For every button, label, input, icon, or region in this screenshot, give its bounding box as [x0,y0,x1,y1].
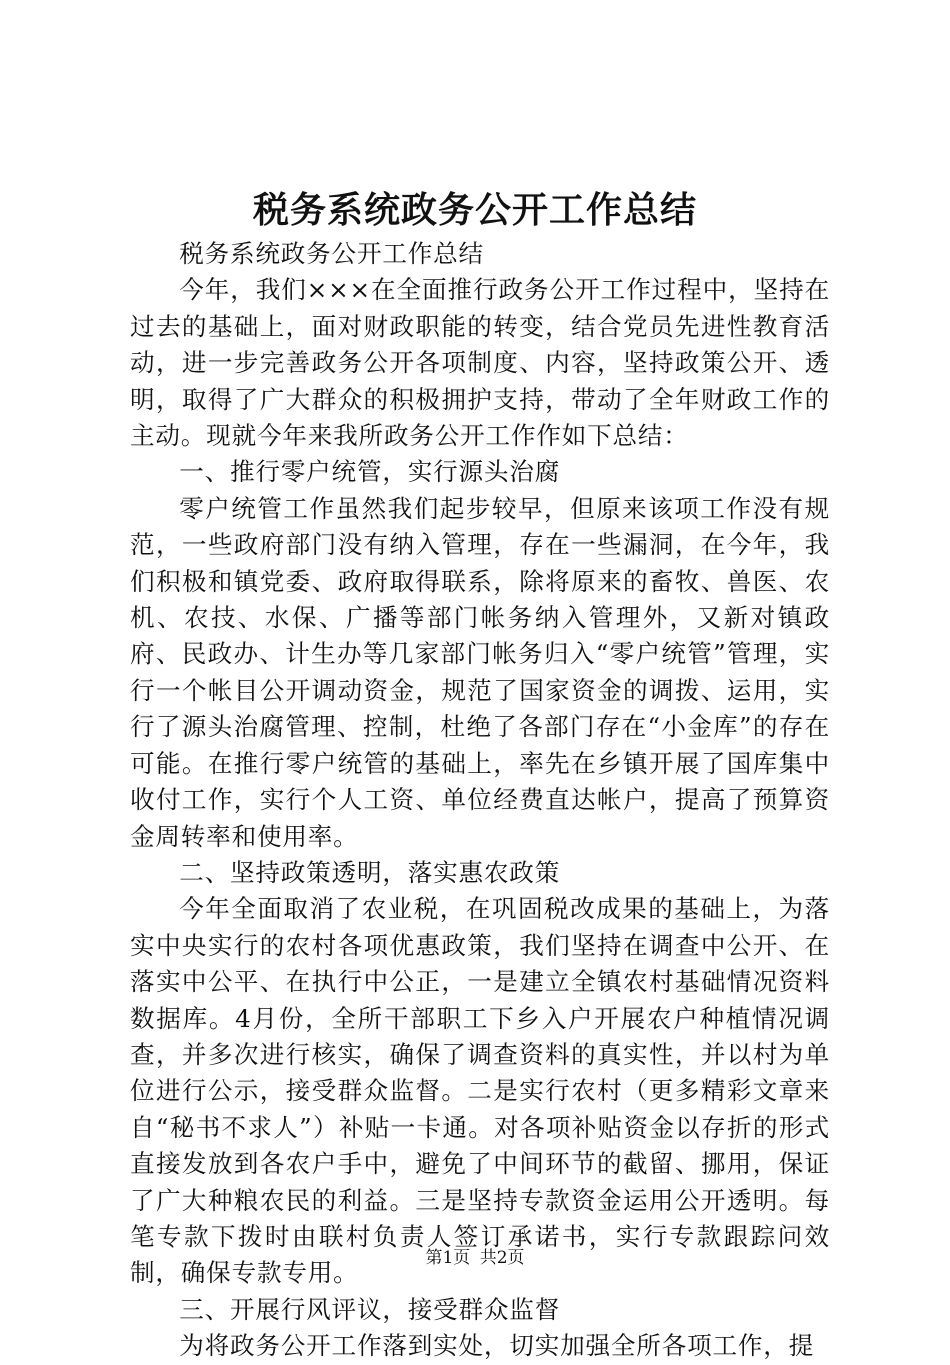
section-paragraph-1: 零户统管工作虽然我们起步较早，但原来该项工作没有规范，一些政府部门没有纳入管理，存在一些漏洞，在今年，我们积极和镇党委、政府取得联系，除将原来的畜牧、兽医、农机、农技、水保、广播等部门帐务纳入管理外，又新对镇政府、民政办、计生办等几家部门帐务归入“零户统管”管理，实行一个帐目公开调动资金，规范了国家资金的调拨、运用，实行了源头治腐管理、控制，杜绝了各部门存在“小金库”的存在可能。在推行零户统管的基础上，率先在乡镇开展了国库集中收付工作，实行个人工资、单位经费直达帐户，提高了预算资金周转率和使用率。 [130,493,830,851]
section-heading-1: 一、推行零户统管，实行源头治腐 [179,457,561,487]
subtitle-paragraph: 税务系统政务公开工作总结 [179,239,484,268]
page-footer [0,1246,950,1270]
section-heading-2: 二、坚持政策透明，落实惠农政策 [179,857,561,887]
intro-paragraph: 今年，我们×××在全面推行政务公开工作过程中，坚持在过去的基础上，面对财政职能的转变，结合党员先进性教育活动，进一步完善政务公开各项制度、内容，坚持政策公开、透明，取得了广大群众的积极拥护支持，带动了全年财政工作的主动。现就今年来我所政务公开工作作如下总结： [130,275,830,451]
section-heading-3: 三、开展行风评议，接受群众监督 [179,1294,561,1324]
section-paragraph-2: 今年全面取消了农业税，在巩固税改成果的基础上，为落实中央实行的农村各项优惠政策，我们坚持在调查中公开、在落实中公平、在执行中公正，一是建立全镇农村基础情况资料数据库。4月份，全所干部职工下乡入户开展农户种植情况调查，并多次进行核实，确保了调查资料的真实性，并以村为单位进行公示，接受群众监督。二是实行农村（更多精彩文章来自“秘书不求人”）补贴一卡通。对各项补贴资金以存折的形式直接发放到各农户手中，避免了中间环节的截留、挪用，保证了广大种粮农民的利益。三是坚持专款资金运用公开透明。每笔专款下拨时由联村负责人签订承诺书，实行专款跟踪问效制，确保专款专用。 [130,894,830,1288]
document-body [130,236,830,1365]
document-title: 税务系统政务公开工作总结 [252,189,697,231]
page-total: 共2页 [479,1248,525,1268]
section-paragraph-3: 为将政务公开工作落到实处，切实加强全所各项工作，提 [179,1331,815,1361]
page-number: 第1页 [425,1248,471,1268]
